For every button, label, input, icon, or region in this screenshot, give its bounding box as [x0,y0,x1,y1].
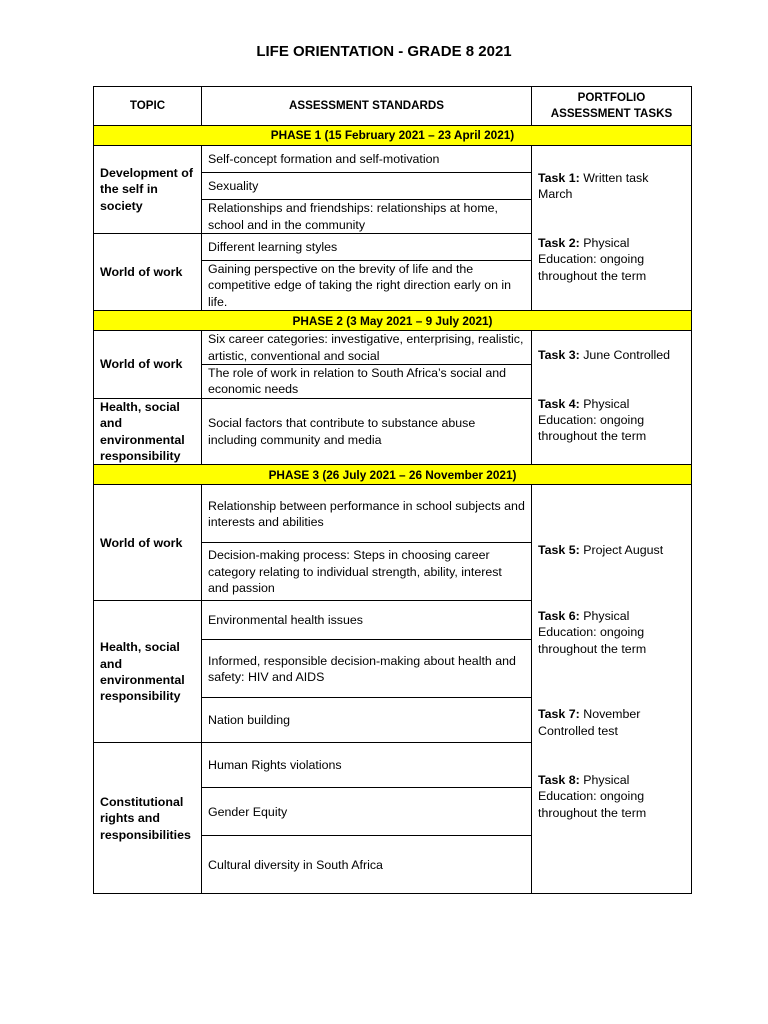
task-item: Task 7: November Controlled test [538,707,641,738]
task-item: Task 8: Physical Education: ongoing throughout the term [538,772,647,820]
standard-cell: Relationships and friendships: relationships at home, school and in the community [202,200,532,234]
standard-cell: Decision-making process: Steps in choosing career category relating to individual strength, ability, interest and passion [202,543,532,601]
standard-cell: The role of work in relation to South Africa’s social and economic needs [202,365,532,399]
phase-2-row [94,311,692,331]
tasks-cell [532,485,692,894]
header-topic: TOPIC [94,87,202,126]
task-item: Task 6: Physical Education: ongoing throughout the term [538,608,647,656]
standard-cell: Cultural diversity in South Africa [202,836,532,894]
standard-cell: Sexuality [202,173,532,200]
task-item: Task 1: Written task March [538,171,649,202]
table-row [94,331,692,365]
phase-2-label: PHASE 2 (3 May 2021 – 9 July 2021) [94,311,692,331]
task-item: Task 4: Physical Education: ongoing throughout the term [538,396,647,444]
standard-cell: Different learning styles [202,234,532,261]
standard-cell: Informed, responsible decision-making about health and safety: HIV and AIDS [202,640,532,698]
tasks-cell [532,331,692,465]
table-row [94,485,692,543]
phase-1-row [94,126,692,146]
standard-cell: Nation building [202,698,532,743]
standard-cell: Environmental health issues [202,601,532,640]
standard-cell: Six career categories: investigative, enterprising, realistic, artistic, conventional and social [202,331,532,365]
topic-cell: World of work [94,234,202,311]
standard-cell: Self-concept formation and self-motivation [202,146,532,173]
topic-cell: Health, social and environmental responsibility [94,601,202,743]
standard-cell: Gender Equity [202,788,532,836]
tasks-cell [532,146,692,311]
topic-cell: Health, social and environmental responsibility [94,398,202,465]
topic-cell: Constitutional rights and responsibilities [94,743,202,894]
task-item: Task 3: June Controlled [538,348,671,363]
phase-3-label: PHASE 3 (26 July 2021 – 26 November 2021) [94,465,692,485]
topic-cell: World of work [94,331,202,399]
table-row [94,146,692,173]
topic-cell: Development of the self in society [94,146,202,234]
standard-cell: Relationship between performance in school subjects and interests and abilities [202,485,532,543]
phase-3-row [94,465,692,485]
header-row [94,87,692,126]
standard-cell: Human Rights violations [202,743,532,788]
header-standards: ASSESSMENT STANDARDS [202,87,532,126]
page-title: LIFE ORIENTATION - GRADE 8 2021 [256,43,512,60]
header-portfolio: PORTFOLIO ASSESSMENT TASKS [532,87,692,126]
standard-cell: Social factors that contribute to substance abuse including community and media [202,398,532,465]
assessment-table [93,86,692,894]
phase-1-label: PHASE 1 (15 February 2021 – 23 April 2021) [94,126,692,146]
task-item: Task 2: Physical Education: ongoing throughout the term [538,235,647,283]
topic-cell: World of work [94,485,202,601]
standard-cell: Gaining perspective on the brevity of life and the competitive edge of taking the right direction early on in life. [202,261,532,311]
task-item: Task 5: Project August [538,543,664,558]
